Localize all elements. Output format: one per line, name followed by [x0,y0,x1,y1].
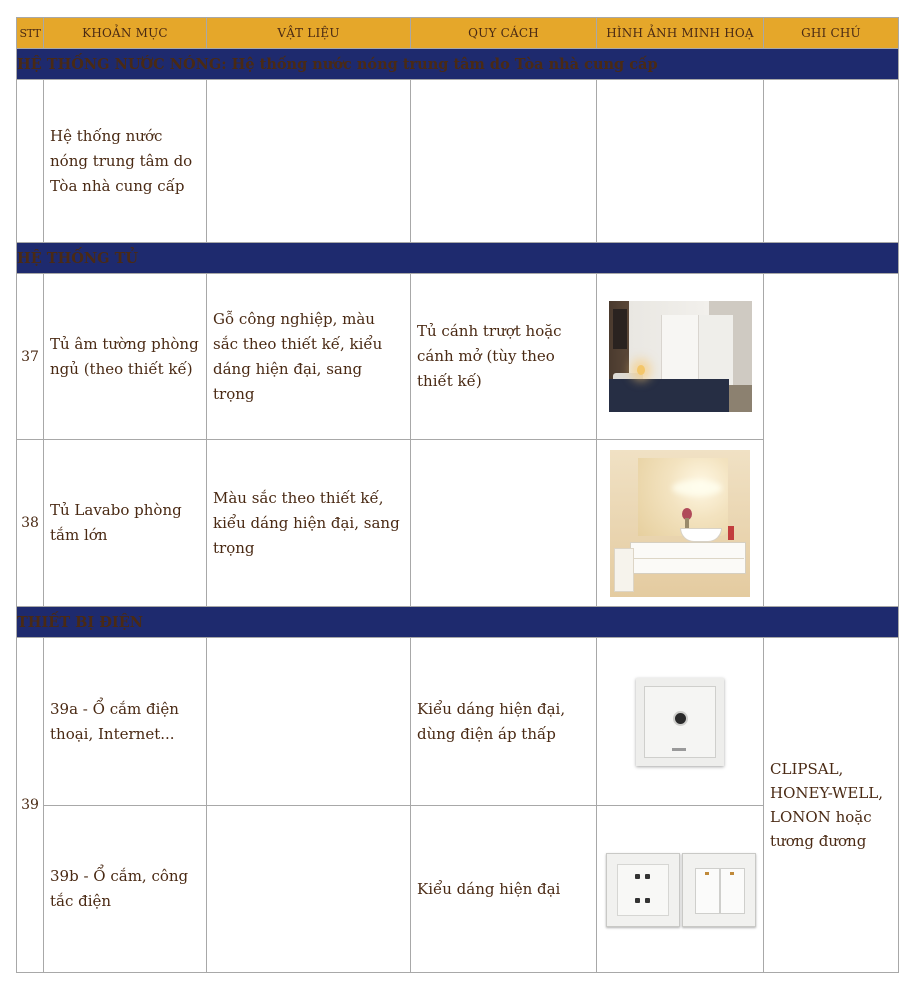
image-cell [597,80,764,243]
section-title: HỆ THỐNG NƯỚC NÓNG: Hệ thống nước nóng trung tâm do Tòa nhà cung cấp [17,49,899,80]
section-electrical [17,607,899,638]
image-cell [597,274,764,440]
header-item: KHOẢN MỤC [44,18,207,49]
header-note: GHI CHÚ [764,18,899,49]
header-image: HÌNH ẢNH MINH HOẠ [597,18,764,49]
section-title: HỆ THỐNG TỦ [17,243,899,274]
spec-cell [411,440,597,607]
specification-table [16,17,899,973]
material-cell: Gỗ công nghiệp, màu sắc theo thiết kế, kiểu dáng hiện đại, sang trọng [207,274,411,440]
bathroom-vanity-photo [610,450,750,597]
stt-cell: 37 [17,274,44,440]
image-cell [597,806,764,973]
spec-cell [411,80,597,243]
header-material: VẬT LIỆU [207,18,411,49]
image-cell [597,440,764,607]
note-cell [764,80,899,243]
item-cell: 39b - Ổ cắm, công tắc điện [44,806,207,973]
material-cell [207,80,411,243]
bedroom-wardrobe-photo [609,301,752,412]
material-cell [207,638,411,806]
spec-cell: Kiểu dáng hiện đại, dùng điện áp thấp [411,638,597,806]
header-spec: QUY CÁCH [411,18,597,49]
spec-cell: Kiểu dáng hiện đại [411,806,597,973]
item-cell: 39a - Ổ cắm điện thoại, Internet... [44,638,207,806]
item-cell: Tủ Lavabo phòng tắm lớn [44,440,207,607]
spec-cell: Tủ cánh trượt hoặc cánh mở (tùy theo thiết kế) [411,274,597,440]
material-cell: Màu sắc theo thiết kế, kiểu dáng hiện đại, sang trọng [207,440,411,607]
stt-cell: 39 [17,638,44,973]
header-stt: STT [17,18,44,49]
table-row [17,80,899,243]
note-cell: CLIPSAL, HONEY-WELL, LONON hoặc tương đương [764,638,899,973]
section-title: THIẾT BỊ ĐIỆN [17,607,899,638]
table-row [17,638,899,806]
table-row [17,274,899,440]
material-cell [207,806,411,973]
stt-cell [17,80,44,243]
item-cell: Tủ âm tường phòng ngủ (theo thiết kế) [44,274,207,440]
item-cell: Hệ thống nước nóng trung tâm do Tòa nhà cung cấp [44,80,207,243]
image-cell [597,638,764,806]
stt-cell: 38 [17,440,44,607]
section-hot-water [17,49,899,80]
socket-switch-photo [606,853,754,925]
header-row [17,18,899,49]
note-cell [764,274,899,607]
section-cabinets [17,243,899,274]
phone-socket-photo [636,678,724,766]
